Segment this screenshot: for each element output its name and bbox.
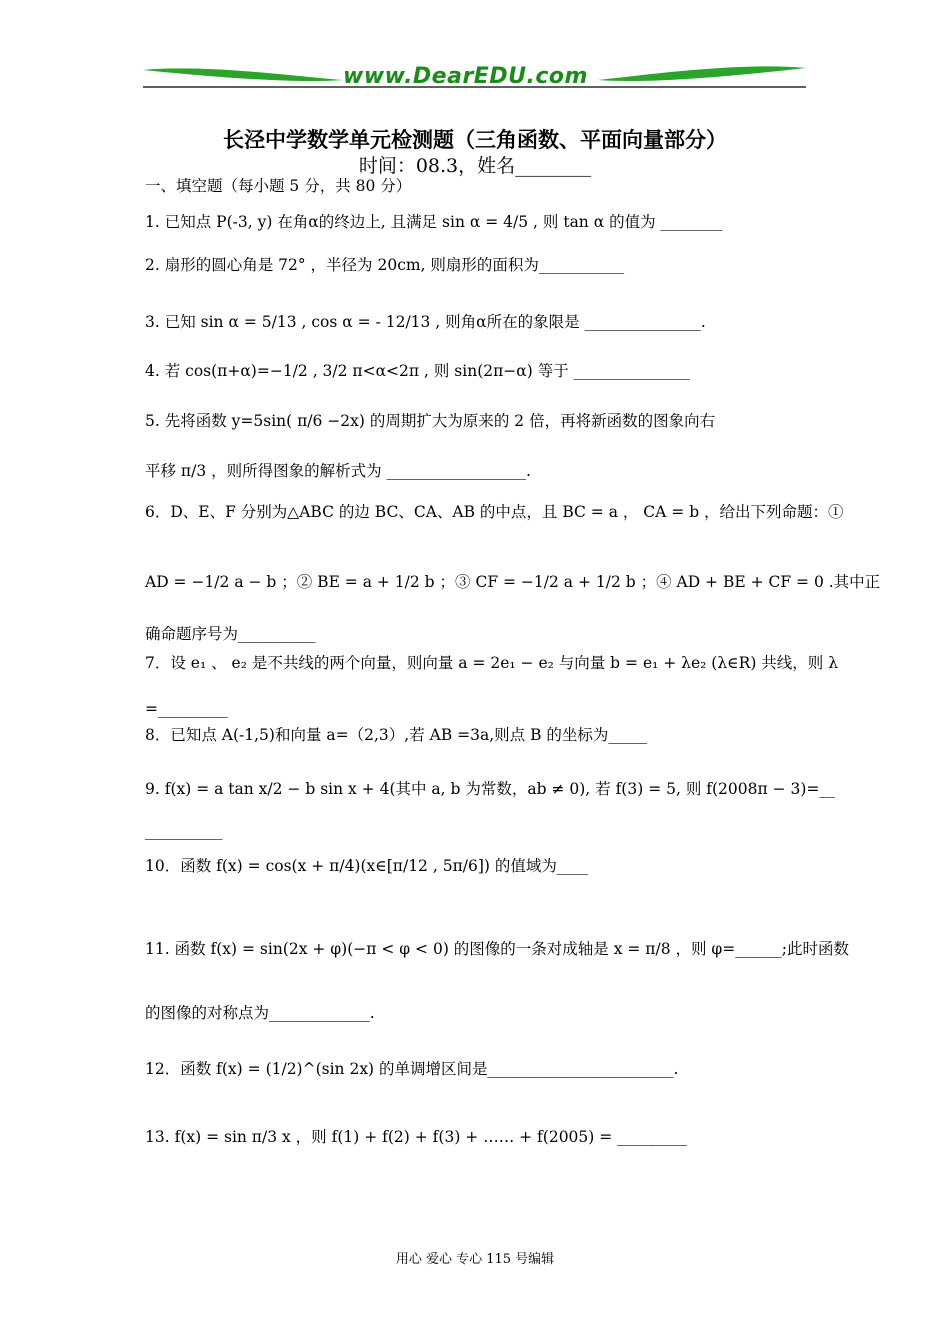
question-6-line-2: AD = −1/2 a − b ；② BE = a + 1/2 b ；③ CF = −1/2 a + 1/2 b ；④ AD + BE + CF = 0 .其中正	[145, 573, 881, 591]
question-11-line-2: 的图像的对称点为_____________.	[145, 1004, 375, 1022]
question-4: 4. 若 cos(π+α)=−1/2 , 3/2 π<α<2π , 则 sin(2π−α) 等于 _______________	[145, 362, 690, 380]
site-logo-text: www.DearEDU.com	[343, 64, 588, 89]
section-heading: 一、填空题（每小题 5 分，共 80 分）	[145, 177, 412, 195]
page-footer: 用心 爱心 专心 115 号编辑	[395, 1252, 555, 1267]
page-title: 长泾中学数学单元检测题（三角函数、平面向量部分）	[223, 127, 727, 152]
question-6-line-1: 6．D、E、F 分别为△ABC 的边 BC、CA、AB 的中点，且 BC = a ， CA = b ，给出下列命题：①	[145, 503, 844, 521]
page-subtitle: 时间：08.3，姓名________	[358, 155, 592, 177]
question-9-line-1: 9. f(x) = a tan x/2 − b sin x + 4(其中 a, b 为常数，ab ≠ 0), 若 f(3) = 5, 则 f(2008π − 3)=__	[145, 780, 835, 798]
question-7-line-1: 7．设 e₁ 、 e₂ 是不共线的两个向量，则向量 a = 2e₁ − e₂ 与向量 b = e₁ + λe₂ (λ∈R) 共线，则 λ	[145, 654, 839, 672]
question-6-line-3: 确命题序号为__________	[145, 625, 316, 643]
question-2: 2. 扇形的圆心角是 72° ，半径为 20cm, 则扇形的面积为___________	[145, 256, 625, 274]
question-7-line-2: =_________	[145, 700, 228, 718]
question-3: 3. 已知 sin α = 5/13 , cos α = - 12/13 , 则角α所在的象限是 _______________.	[145, 313, 706, 331]
question-5-line-1: 5. 先将函数 y=5sin( π/6 −2x) 的周期扩大为原来的 2 倍，再将新函数的图象向右	[145, 412, 716, 430]
question-10: 10．函数 f(x) = cos(x + π/4)(x∈[π/12 , 5π/6]) 的值域为____	[145, 857, 588, 875]
question-8: 8．已知点 A(-1,5)和向量 a=（2,3）,若 AB =3a,则点 B 的坐标为_____	[145, 726, 648, 744]
question-5-line-2: 平移 π/3 ，则所得图象的解析式为 __________________.	[145, 462, 531, 480]
question-12: 12．函数 f(x) = (1/2)^(sin 2x) 的单调增区间是________________________.	[145, 1060, 679, 1078]
question-13: 13. f(x) = sin π/3 x ，则 f(1) + f(2) + f(3) + …… + f(2005) = _________	[145, 1128, 687, 1146]
question-9-line-2: __________	[145, 822, 223, 840]
question-11-line-1: 11. 函数 f(x) = sin(2x + φ)(−π < φ < 0) 的图像的一条对成轴是 x = π/8 ，则 φ=______;此时函数	[145, 940, 849, 958]
question-1: 1. 已知点 P(-3, y) 在角α的终边上, 且满足 sin α = 4/5 , 则 tan α 的值为 ________	[145, 213, 723, 231]
